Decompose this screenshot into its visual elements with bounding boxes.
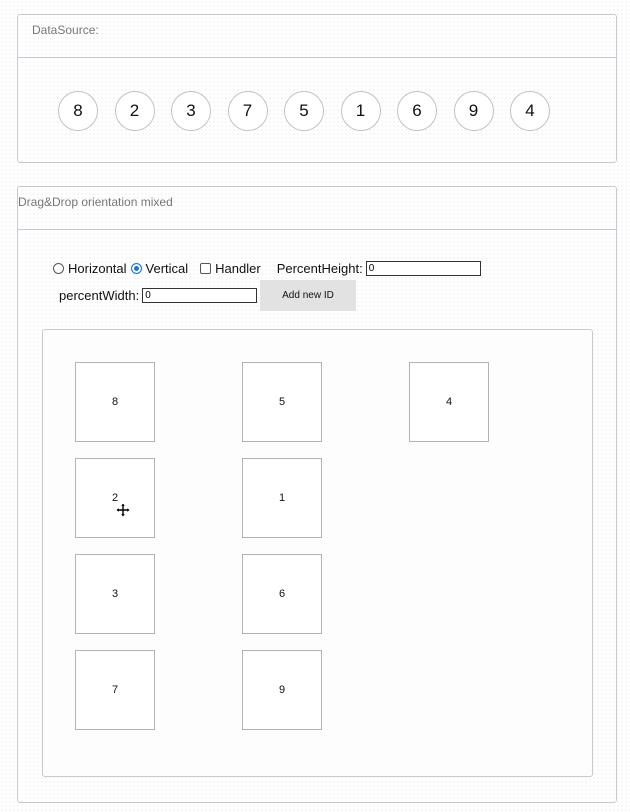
datasource-item[interactable]: 8 xyxy=(58,91,98,131)
drop-area[interactable] xyxy=(42,329,593,777)
draggable-tile[interactable]: 7 xyxy=(75,650,155,730)
percent-height-input[interactable]: 0 xyxy=(366,261,481,276)
draggable-tile[interactable]: 5 xyxy=(242,362,322,442)
move-cursor-icon xyxy=(116,503,130,517)
width-controls xyxy=(59,288,257,303)
draggable-tile[interactable]: 8 xyxy=(75,362,155,442)
datasource-item[interactable]: 6 xyxy=(397,91,437,131)
datasource-item[interactable]: 4 xyxy=(510,91,550,131)
draggable-tile[interactable]: 4 xyxy=(409,362,489,442)
percent-height-label: PercentHeight: xyxy=(276,260,363,276)
draggable-tile[interactable]: 9 xyxy=(242,650,322,730)
draggable-tile[interactable]: 2 xyxy=(75,458,155,538)
datasource-item[interactable]: 9 xyxy=(454,91,494,131)
datasource-item[interactable]: 7 xyxy=(228,91,268,131)
radio-horizontal[interactable] xyxy=(53,263,64,274)
handler-checkbox[interactable] xyxy=(200,263,211,274)
datasource-header xyxy=(18,15,616,58)
datasource-panel xyxy=(17,14,617,163)
draggable-tile[interactable]: 1 xyxy=(242,458,322,538)
draggable-tile[interactable]: 6 xyxy=(242,554,322,634)
dragdrop-header xyxy=(18,187,616,230)
datasource-title: DataSource: xyxy=(32,23,99,37)
draggable-tile[interactable]: 3 xyxy=(75,554,155,634)
radio-horizontal-label[interactable]: Horizontal xyxy=(68,260,127,276)
datasource-item[interactable]: 5 xyxy=(284,91,324,131)
add-new-id-button[interactable]: Add new ID xyxy=(260,280,356,311)
radio-vertical[interactable] xyxy=(131,263,142,274)
handler-label[interactable]: Handler xyxy=(215,260,261,276)
dragdrop-panel xyxy=(17,186,617,803)
percent-width-input[interactable]: 0 xyxy=(142,288,257,303)
dragdrop-title: Drag&Drop orientation mixed xyxy=(18,195,173,209)
percent-width-label: percentWidth: xyxy=(59,288,140,303)
datasource-item[interactable]: 1 xyxy=(341,91,381,131)
radio-vertical-label[interactable]: Vertical xyxy=(145,260,189,276)
orientation-controls xyxy=(53,259,481,277)
datasource-item[interactable]: 3 xyxy=(171,91,211,131)
datasource-item[interactable]: 2 xyxy=(115,91,155,131)
